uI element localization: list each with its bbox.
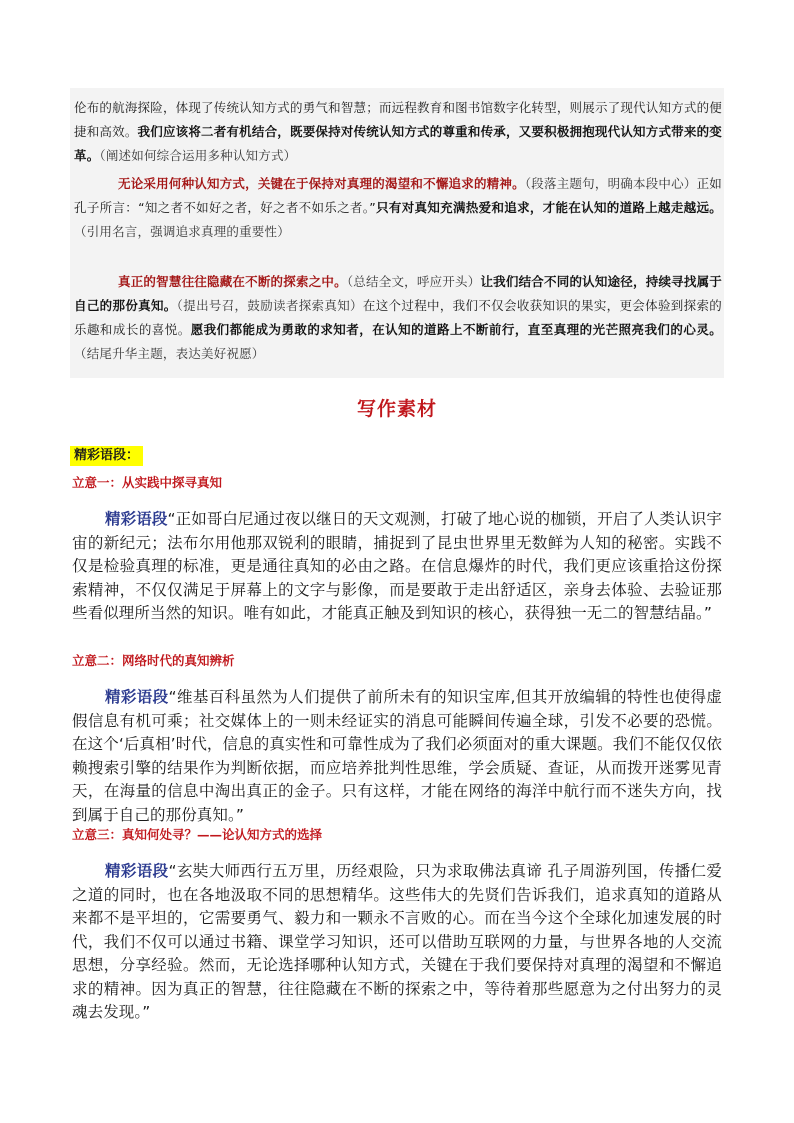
essay-p1-bold: 我们应该将二者有机结合，既要保持对传统认知方式的尊重和传承，又要积极拥抱现代认知方式带来的变革。 xyxy=(74,124,722,163)
essay-p3-note-1: （总结全文，呼应开头） xyxy=(346,274,481,289)
essay-p2-topic-sentence: 无论采用何种认知方式，关键在于保持对真理的渴望和不懈追求的精神。 xyxy=(118,176,525,191)
essay-p3-bold-1: 让我们结合不同的认知途径，持续寻找属于自己的那份真知。 xyxy=(74,274,722,313)
excerpt-body-2: “维基百科虽然为人们提供了前所未有的知识宝库,但其开放编辑的特性也使得虚假信息有机可乘；社交媒体上的一则未经证实的消息可能瞬间传遍全球，引发不必要的恐慌。在这个‘后真相’时代，信息的真实性和可靠性成为了我们必须面对的重大课题。我们不能仅仅依赖搜索引擎的结果作为判断依据，而应培养批判性思维，学会质疑、查证，从而拨开迷雾见青天，在海量的信息中淘出真正的金子。只有这样，才能在网络的海洋中航行而不迷失方向，找到属于自己的那份真知。” xyxy=(72,688,723,824)
excerpt-lead-2: 精彩语段 xyxy=(105,688,169,706)
essay-p3-note-2: （提出号召，鼓励读者探索真知） xyxy=(176,298,363,313)
essay-excerpt-box xyxy=(70,88,724,378)
idea-heading-1: 立意一：从实践中探寻真知 xyxy=(72,475,223,490)
idea-heading-3: 立意三：真知何处寻？——论认知方式的选择 xyxy=(72,827,323,842)
essay-paragraph-1 xyxy=(74,96,722,168)
highlight-label: 精彩语段： xyxy=(70,446,143,466)
essay-p2-bold: 只有对真知充满热爱和追求，才能在认知的道路上越走越远。 xyxy=(375,200,723,215)
essay-p3-text: 在这个过程中，我们不仅会收获知识的果实，更会体验到探索的乐趣和成长的喜悦。 xyxy=(74,298,722,337)
section-title: 写作素材 xyxy=(356,398,437,420)
excerpt-body-3: “玄奘大师西行五万里，历经艰险，只为求取佛法真谛 孔子周游列国，传播仁爱之道的同时，也在各地汲取不同的思想精华。这些伟大的先贤们告诉我们，追求真知的道路从来都不是平坦的，它需要勇气、毅力和一颗永不言败的心。而在当今这个全球化加速发展的时代，我们不仅可以通过书籍、课堂学习知识，还可以借助互联网的力量，与世界各地的人交流思想，分享经验。然而，无论选择哪种认知方式，关键在于我们要保持对真理的渴望和不懈追求的精神。因为真正的智慧，往往隐藏在不断的探索之中，等待着那些愿意为之付出努力的灵魂去发现。” xyxy=(72,862,723,1021)
essay-paragraph-2 xyxy=(74,172,722,244)
excerpt-lead-1: 精彩语段 xyxy=(105,510,168,528)
idea-heading-2: 立意二：网络时代的真知辨析 xyxy=(72,653,235,668)
essay-p2-note-2: （引用名言，强调追求真理的重要性） xyxy=(74,224,290,239)
essay-p2-quote: 正如孔子所言：“知之者不如好之者，好之者不如乐之者。” xyxy=(74,176,722,215)
essay-p3-topic-sentence: 真正的智慧往往隐藏在不断的探索之中。 xyxy=(118,274,347,289)
essay-p3-note-3: （结尾升华主题，表达美好祝愿） xyxy=(74,346,265,361)
essay-p2-note-1: （段落主题句，明确本段中心） xyxy=(524,176,697,191)
essay-p1-note: （阐述如何综合运用多种认知方式） xyxy=(99,148,297,163)
excerpt-lead-3: 精彩语段 xyxy=(105,862,169,880)
essay-p1-text: 伦布的航海探险，体现了传统认知方式的勇气和智慧；而远程教育和图书馆数字化转型，则展示了现代认知方式的便捷和高效。 xyxy=(74,100,722,139)
excerpt-paragraph-2 xyxy=(72,686,722,827)
essay-p3-bold-2: 愿我们都能成为勇敢的求知者，在认知的道路上不断前行，直至真理的光芒照亮我们的心灵。 xyxy=(190,322,722,337)
excerpt-body-1: “正如哥白尼通过夜以继日的天文观测，打破了地心说的枷锁，开启了人类认识宇宙的新纪元；法布尔用他那双锐利的眼睛，捕捉到了昆虫世界里无数鲜为人知的秘密。实践不仅是检验真理的标准，更是通往真知的必由之路。在信息爆炸的时代，我们更应该重拾这份探索精神，不仅仅满足于屏幕上的文字与影像，而是要敢于走出舒适区，亲身去体验、去验证那些看似理所当然的知识。唯有如此，才能真正触及到知识的核心，获得独一无二的智慧结晶。” xyxy=(72,510,722,622)
excerpt-paragraph-3 xyxy=(72,860,722,1025)
excerpt-paragraph-1 xyxy=(72,508,722,626)
essay-paragraph-3 xyxy=(74,270,722,366)
